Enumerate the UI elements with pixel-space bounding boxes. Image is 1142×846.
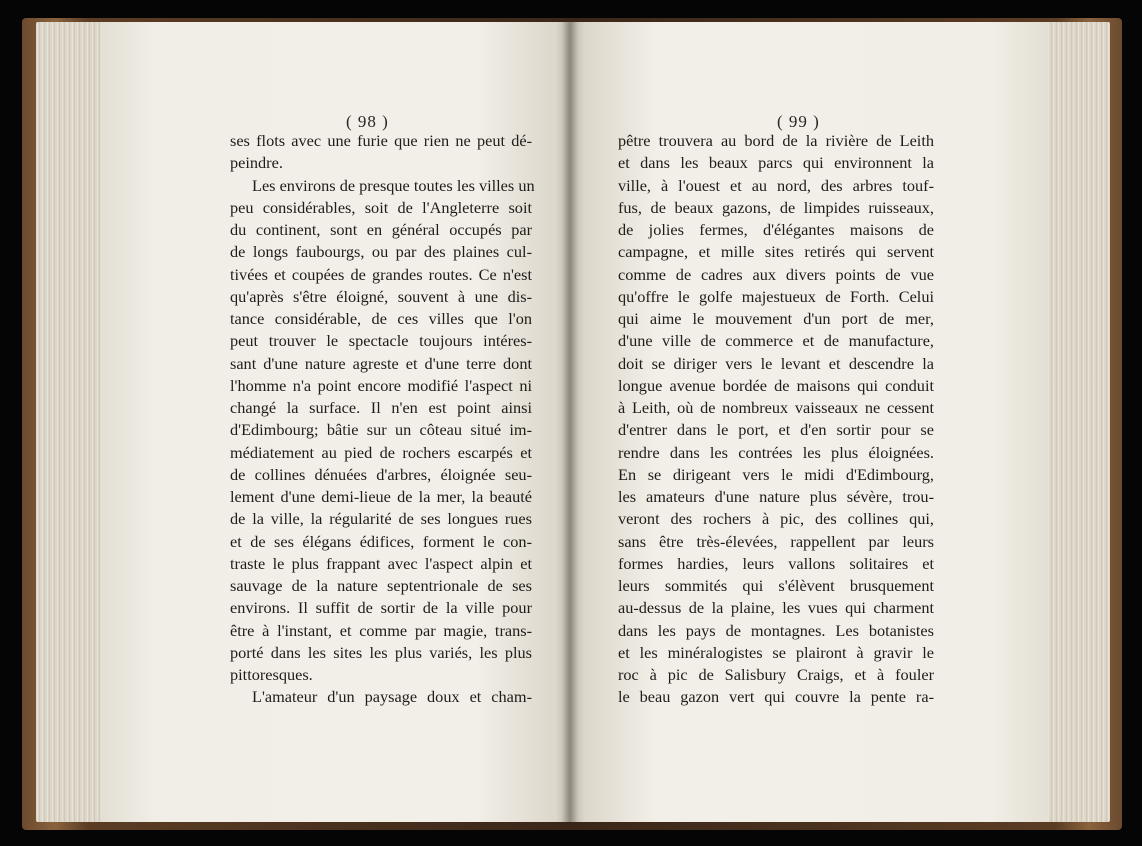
text-line: de longs faubourgs, ou par des plaines cul-: [230, 242, 532, 262]
text-line: et dans les beaux parcs qui environnent la: [618, 153, 934, 173]
text-line: Les environs de presque toutes les villes un: [252, 175, 535, 195]
text-line: sant d'une nature agreste et d'une terre dont: [230, 353, 532, 373]
text-line: au-dessus de la plaine, les vues qui charment: [618, 598, 934, 618]
text-line: et de ses élégans édifices, forment le con-: [230, 531, 532, 551]
left-page-number: ( 98 ): [346, 112, 389, 131]
text-line: du continent, sont en général occupés par: [230, 220, 532, 239]
text-line: de jolies fermes, d'élégantes maisons de: [618, 220, 934, 239]
text-line: longue avenue bordée de maisons qui conduit: [618, 375, 934, 395]
text-line: doit se diriger vers le levant et descendre la: [618, 353, 934, 373]
text-line: veront des rochers à pic, des collines qui,: [618, 509, 934, 529]
book-gutter: [562, 22, 578, 822]
text-line: tivées et coupées de grandes routes. Ce n'est: [230, 264, 532, 284]
text-line: roc à pic de Salisbury Craigs, et à fouler: [618, 665, 934, 684]
text-line: ville, à l'ouest et au nord, des arbres touf-: [618, 175, 934, 195]
text-line: peu considérables, soit de l'Angleterre soit: [230, 197, 532, 217]
text-line: être à l'instant, et comme par magie, trans-: [230, 620, 532, 640]
text-line: leurs sommités qui s'élèvent brusquement: [618, 576, 934, 595]
page-edges-right: [1040, 22, 1110, 822]
text-line: tance considérable, de ces villes que l'on: [230, 309, 532, 328]
text-line: En se dirigeant vers le midi d'Edimbourg,: [618, 464, 934, 484]
text-line: fus, de beaux gazons, de limpides ruisseaux,: [618, 197, 934, 217]
text-line: sauvage de la nature septentrionale de ses: [230, 576, 532, 595]
text-line: formes hardies, leurs vallons solitaires et: [618, 553, 934, 573]
text-line: l'homme n'a point encore modifié l'aspect ni: [230, 375, 532, 395]
text-line: qu'offre le golfe majestueux de Forth. Celui: [618, 286, 934, 306]
text-line: rendre dans les contrées les plus éloignées.: [618, 442, 934, 462]
right-page-text: [618, 130, 934, 709]
text-line: ses flots avec une furie que rien ne peut dé-: [230, 131, 532, 150]
text-line: campagne, et mille sites retirés qui servent: [618, 242, 934, 262]
text-line: porté dans les sites les plus variés, les plus: [230, 642, 532, 662]
text-line: d'Edimbourg; bâtie sur un côteau situé im-: [230, 420, 532, 440]
text-line: de collines dénuées d'arbres, éloignée seu-: [230, 464, 532, 484]
text-line: traste le plus frappant avec l'aspect alpin et: [230, 553, 532, 573]
text-line: sans être très-élevées, rappellent par leurs: [618, 531, 934, 551]
text-line: lement d'une demi-lieue de la mer, la beauté: [230, 487, 532, 506]
left-page-text: [230, 130, 535, 709]
text-line: peindre.: [230, 153, 283, 173]
text-line: environs. Il suffit de sortir de la ville pour: [230, 598, 532, 618]
text-line: médiatement au pied de rochers escarpés et: [230, 442, 532, 462]
text-line: le beau gazon vert qui couvre la pente ra-: [618, 687, 934, 707]
text-line: à Leith, où de nombreux vaisseaux ne cessent: [618, 398, 934, 417]
text-line: qu'après s'être éloigné, souvent à une dis-: [230, 286, 532, 306]
text-line: d'une ville de commerce et de manufacture,: [618, 331, 934, 351]
text-line: comme de cadres aux divers points de vue: [618, 264, 934, 284]
text-line: pittoresques.: [230, 665, 313, 684]
right-page-number: ( 99 ): [777, 112, 820, 131]
text-line: pêtre trouvera au bord de la rivière de Leith: [618, 131, 934, 150]
text-line: changé la surface. Il n'en est point ainsi: [230, 398, 532, 417]
text-line: qui aime le mouvement d'un port de mer,: [618, 309, 934, 328]
text-line: peut trouver le spectacle toujours intéres-: [230, 331, 532, 351]
text-line: les amateurs d'une nature plus sévère, trou-: [618, 487, 934, 506]
text-line: dans les pays de montagnes. Les botanistes: [618, 620, 934, 640]
text-line: de la ville, la régularité de ses longues rues: [230, 509, 532, 529]
text-line: d'entrer dans le port, et d'en sortir pour se: [618, 420, 934, 440]
text-line: L'amateur d'un paysage doux et cham-: [252, 687, 532, 707]
text-line: et les minéralogistes se plairont à gravir le: [618, 642, 934, 662]
